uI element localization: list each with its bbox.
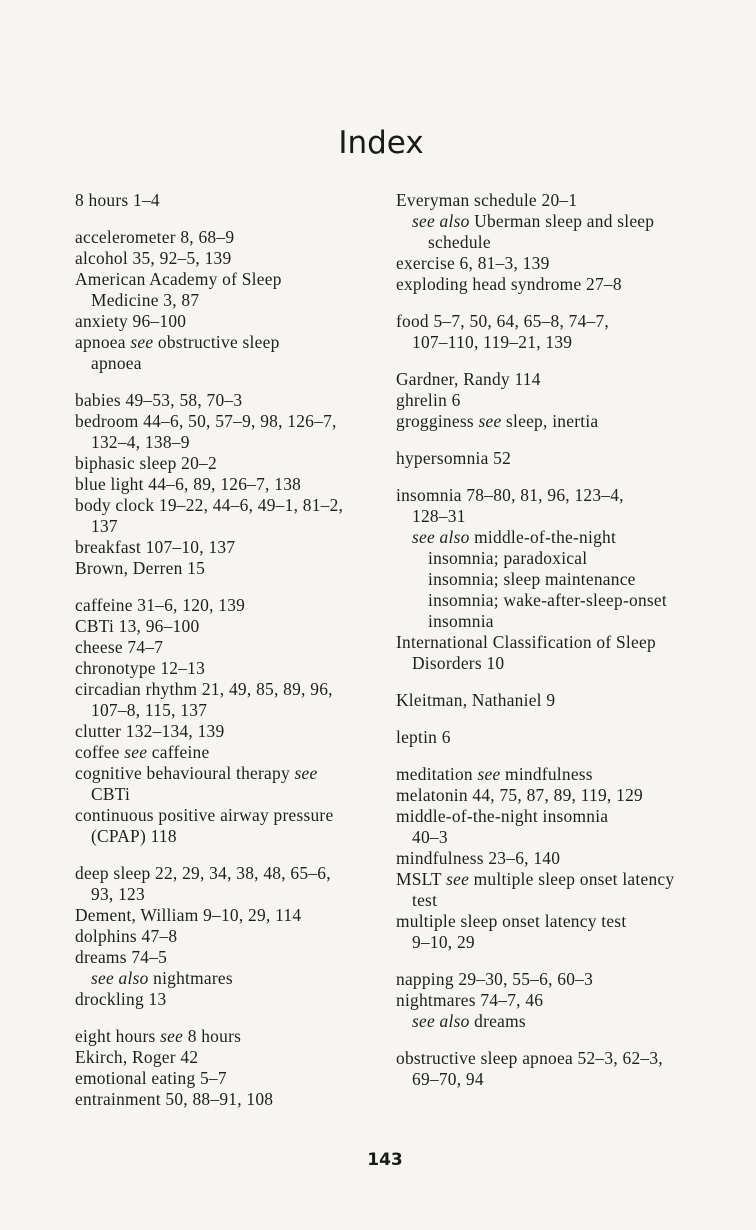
cross-reference-label: see (446, 869, 470, 889)
index-entry-continuation (396, 506, 716, 527)
entry-text: accelerometer 8, 68–9 (75, 227, 235, 247)
index-entry (396, 911, 716, 932)
index-letter-group (396, 690, 716, 711)
entry-text: Ekirch, Roger 42 (75, 1047, 199, 1067)
index-letter-group (396, 1048, 716, 1090)
entry-text: emotional eating 5–7 (75, 1068, 227, 1088)
entry-text: middle-of-the-night insomnia (396, 806, 609, 826)
index-entry (75, 989, 375, 1010)
index-entry (75, 863, 375, 884)
entry-text: continuous positive airway pressure (75, 805, 334, 825)
cross-reference-label: see (477, 764, 501, 784)
index-entry (396, 690, 716, 711)
entry-text: dolphins 47–8 (75, 926, 178, 946)
index-letter-group (396, 311, 716, 353)
entry-text: CBTi 13, 96–100 (75, 616, 200, 636)
cross-reference-label: see also (412, 1011, 470, 1031)
index-entry-continuation (75, 700, 375, 721)
index-entry (75, 658, 375, 679)
index-entry (75, 742, 375, 763)
index-entry-continuation (396, 569, 716, 590)
index-entry (75, 805, 375, 826)
index-entry-continuation (396, 827, 716, 848)
index-entry-continuation (396, 590, 716, 611)
index-entry (396, 990, 716, 1011)
entry-text: cognitive behavioural therapy (75, 763, 295, 783)
entry-text: multiple sleep onset latency test (396, 911, 627, 931)
entry-text: 137 (91, 516, 118, 536)
entry-text: cheese 74–7 (75, 637, 164, 657)
index-entry-continuation (396, 1069, 716, 1090)
index-entry-continuation (396, 611, 716, 632)
entry-text: circadian rhythm 21, 49, 85, 89, 96, (75, 679, 333, 699)
index-column-left (75, 190, 375, 1126)
entry-text: multiple sleep onset latency (469, 869, 675, 889)
index-entry (75, 763, 375, 784)
index-entry (396, 411, 716, 432)
index-entry-continuation (75, 432, 375, 453)
entry-text: insomnia; paradoxical (428, 548, 588, 568)
entry-text: leptin 6 (396, 727, 451, 747)
entry-text: coffee (75, 742, 125, 762)
index-entry-continuation (396, 932, 716, 953)
cross-reference-label: see (130, 332, 154, 352)
index-entry (75, 474, 375, 495)
entry-text: bedroom 44–6, 50, 57–9, 98, 126–7, (75, 411, 337, 431)
entry-text: babies 49–53, 58, 70–3 (75, 390, 243, 410)
index-entry (396, 869, 716, 890)
cross-reference-label: see also (91, 968, 149, 988)
entry-text: ghrelin 6 (396, 390, 461, 410)
index-entry-continuation (396, 211, 716, 232)
entry-text: 8 hours 1–4 (75, 190, 160, 210)
entry-text: clutter 132–134, 139 (75, 721, 225, 741)
index-entry-continuation (396, 890, 716, 911)
index-entry (396, 1048, 716, 1069)
entry-text: 9–10, 29 (412, 932, 475, 952)
index-entry (396, 785, 716, 806)
index-letter-group (396, 969, 716, 1032)
entry-text: 107–8, 115, 137 (91, 700, 208, 720)
index-entry (75, 947, 375, 968)
entry-text: anxiety 96–100 (75, 311, 187, 331)
index-entry (75, 637, 375, 658)
entry-text: 132–4, 138–9 (91, 432, 190, 452)
index-letter-group (75, 595, 375, 847)
entry-text: Everyman schedule 20–1 (396, 190, 578, 210)
index-column-right (396, 190, 716, 1106)
index-entry (396, 485, 716, 506)
index-entry (75, 1068, 375, 1089)
entry-text: Uberman sleep and sleep (469, 211, 655, 231)
index-entry-continuation (75, 516, 375, 537)
entry-text: apnoea (91, 353, 142, 373)
index-letter-group (396, 190, 716, 295)
cross-reference-label: see (294, 763, 318, 783)
index-entry-continuation (75, 968, 375, 989)
index-letter-group (75, 863, 375, 1010)
index-entry (396, 390, 716, 411)
entry-text: caffeine (147, 742, 210, 762)
entry-text: insomnia; wake-after-sleep-onset (428, 590, 667, 610)
entry-text: MSLT (396, 869, 447, 889)
index-entry (75, 390, 375, 411)
index-entry (75, 248, 375, 269)
entry-text: biphasic sleep 20–2 (75, 453, 217, 473)
index-entry (396, 727, 716, 748)
index-entry (396, 448, 716, 469)
index-entry (75, 558, 375, 579)
index-letter-group (396, 448, 716, 469)
index-entry (396, 253, 716, 274)
entry-text: obstructive sleep (153, 332, 280, 352)
entry-text: exercise 6, 81–3, 139 (396, 253, 550, 273)
index-entry (396, 806, 716, 827)
entry-text: test (412, 890, 438, 910)
index-entry-continuation (75, 884, 375, 905)
entry-text: exploding head syndrome 27–8 (396, 274, 622, 294)
page-title: Index (338, 124, 424, 161)
entry-text: meditation (396, 764, 478, 784)
index-letter-group (75, 1026, 375, 1110)
entry-text: apnoea (75, 332, 131, 352)
index-letter-group (75, 227, 375, 374)
cross-reference-label: see (160, 1026, 184, 1046)
entry-text: food 5–7, 50, 64, 65–8, 74–7, (396, 311, 610, 331)
index-entry-continuation (396, 232, 716, 253)
entry-text: melatonin 44, 75, 87, 89, 119, 129 (396, 785, 643, 805)
entry-text: 128–31 (412, 506, 466, 526)
entry-text: Disorders 10 (412, 653, 505, 673)
index-entry (75, 926, 375, 947)
index-letter-group (75, 390, 375, 579)
entry-text: insomnia 78–80, 81, 96, 123–4, (396, 485, 624, 505)
entry-text: mindfulness (500, 764, 593, 784)
entry-text: International Classification of Sleep (396, 632, 656, 652)
entry-text: dreams (469, 1011, 526, 1031)
entry-text: eight hours (75, 1026, 161, 1046)
index-letter-group (396, 764, 716, 953)
entry-text: mindfulness 23–6, 140 (396, 848, 561, 868)
index-entry (396, 274, 716, 295)
entry-text: deep sleep 22, 29, 34, 38, 48, 65–6, (75, 863, 331, 883)
entry-text: nightmares (148, 968, 233, 988)
index-entry-continuation (75, 353, 375, 374)
index-entry-continuation (396, 1011, 716, 1032)
index-entry (75, 495, 375, 516)
entry-text: grogginess (396, 411, 479, 431)
index-entry (396, 848, 716, 869)
index-entry (75, 721, 375, 742)
entry-text: 93, 123 (91, 884, 145, 904)
entry-text: schedule (428, 232, 491, 252)
entry-text: 8 hours (183, 1026, 242, 1046)
index-letter-group (75, 190, 375, 211)
index-entry (75, 1089, 375, 1110)
entry-text: hypersomnia 52 (396, 448, 512, 468)
entry-text: napping 29–30, 55–6, 60–3 (396, 969, 594, 989)
index-entry-continuation (396, 332, 716, 353)
index-entry (396, 632, 716, 653)
entry-text: alcohol 35, 92–5, 139 (75, 248, 232, 268)
index-entry-continuation (396, 548, 716, 569)
index-entry (396, 764, 716, 785)
cross-reference-label: see also (412, 527, 470, 547)
index-entry (75, 311, 375, 332)
entry-text: 107–110, 119–21, 139 (412, 332, 573, 352)
index-entry (75, 269, 375, 290)
entry-text: sleep, inertia (501, 411, 599, 431)
entry-text: dreams 74–5 (75, 947, 168, 967)
entry-text: (CPAP) 118 (91, 826, 177, 846)
index-entry (75, 1026, 375, 1047)
entry-text: middle-of-the-night (469, 527, 617, 547)
index-entry-continuation (75, 290, 375, 311)
entry-text: Dement, William 9–10, 29, 114 (75, 905, 302, 925)
index-entry (396, 190, 716, 211)
entry-text: 69–70, 94 (412, 1069, 484, 1089)
entry-text: nightmares 74–7, 46 (396, 990, 544, 1010)
index-entry-continuation (75, 784, 375, 805)
cross-reference-label: see also (412, 211, 470, 231)
entry-text: Gardner, Randy 114 (396, 369, 541, 389)
entry-text: 40–3 (412, 827, 448, 847)
entry-text: CBTi (91, 784, 131, 804)
index-entry (75, 453, 375, 474)
index-entry (396, 969, 716, 990)
entry-text: insomnia; sleep maintenance (428, 569, 636, 589)
entry-text: American Academy of Sleep (75, 269, 282, 289)
index-entry-continuation (396, 527, 716, 548)
index-entry-continuation (396, 653, 716, 674)
index-letter-group (396, 485, 716, 674)
entry-text: caffeine 31–6, 120, 139 (75, 595, 246, 615)
index-entry (75, 227, 375, 248)
index-entry (75, 1047, 375, 1068)
entry-text: drockling 13 (75, 989, 167, 1009)
index-entry (75, 190, 375, 211)
page-number: 143 (367, 1150, 403, 1170)
entry-text: Brown, Derren 15 (75, 558, 206, 578)
index-entry-continuation (75, 826, 375, 847)
entry-text: Medicine 3, 87 (91, 290, 200, 310)
index-entry (396, 311, 716, 332)
index-entry (75, 905, 375, 926)
index-entry (75, 679, 375, 700)
entry-text: chronotype 12–13 (75, 658, 206, 678)
index-entry (75, 616, 375, 637)
index-letter-group (396, 727, 716, 748)
index-entry (75, 595, 375, 616)
entry-text: breakfast 107–10, 137 (75, 537, 236, 557)
index-letter-group (396, 369, 716, 432)
cross-reference-label: see (124, 742, 148, 762)
entry-text: obstructive sleep apnoea 52–3, 62–3, (396, 1048, 663, 1068)
entry-text: entrainment 50, 88–91, 108 (75, 1089, 274, 1109)
index-entry (75, 537, 375, 558)
entry-text: body clock 19–22, 44–6, 49–1, 81–2, (75, 495, 344, 515)
entry-text: blue light 44–6, 89, 126–7, 138 (75, 474, 302, 494)
entry-text: Kleitman, Nathaniel 9 (396, 690, 556, 710)
index-entry (396, 369, 716, 390)
cross-reference-label: see (478, 411, 502, 431)
index-entry (75, 411, 375, 432)
entry-text: insomnia (428, 611, 494, 631)
index-entry (75, 332, 375, 353)
